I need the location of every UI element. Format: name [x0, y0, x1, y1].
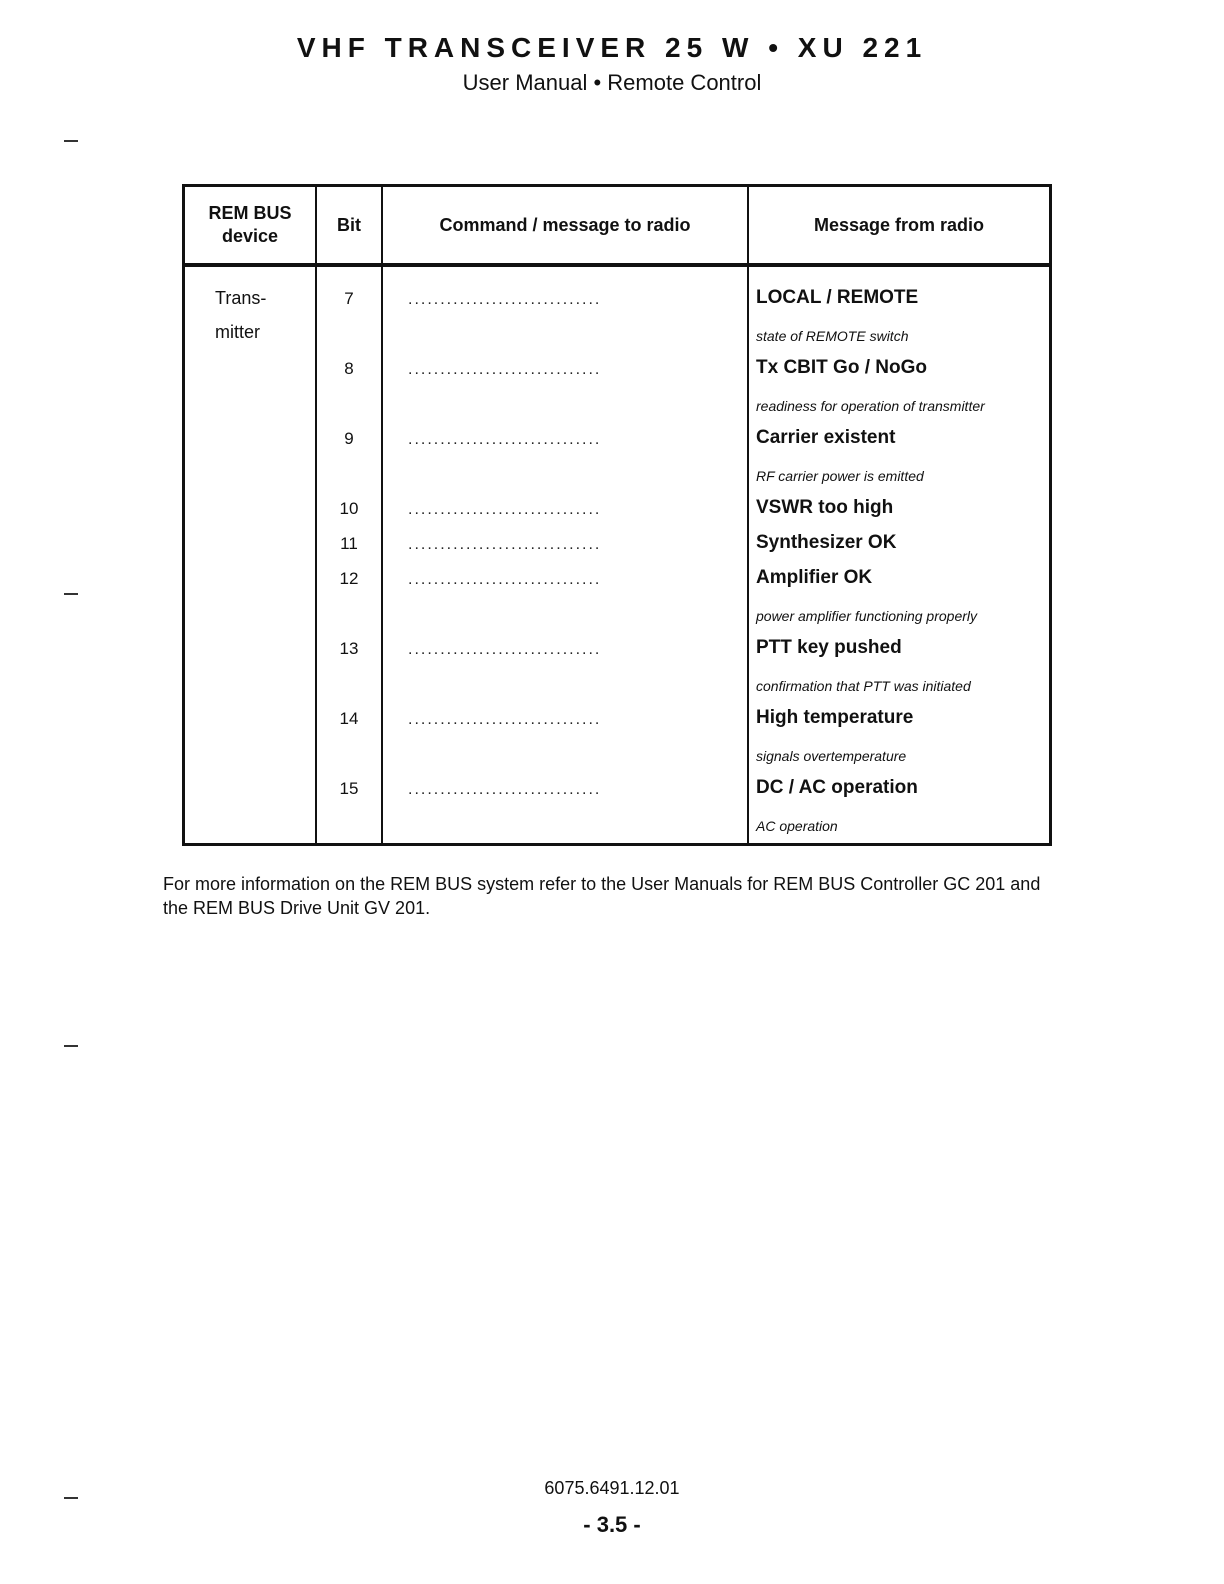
- command-dots: [384, 696, 746, 731]
- command-dots-text: ..............................: [408, 711, 602, 728]
- message-value-text: VSWR too high: [756, 497, 894, 518]
- message-value-text: LOCAL / REMOTE: [756, 287, 919, 308]
- bit-value: [318, 556, 380, 591]
- bit-value: [318, 486, 380, 521]
- bit-value: [318, 766, 380, 801]
- command-dots-text: ..............................: [408, 571, 602, 588]
- bit-value-text: 15: [339, 779, 359, 798]
- bit-value-text: 7: [344, 289, 354, 308]
- footnote-text: For more information on the REM BUS system refer to the User Manuals for REM BUS Controller GC 201 and the REM BUS Drive Unit GV 201.: [163, 874, 1041, 918]
- command-dots: [384, 416, 746, 451]
- command-spacer: [384, 451, 746, 486]
- command-dots-text: ..............................: [408, 536, 602, 553]
- bit-column: [316, 265, 382, 845]
- message-value: [750, 521, 1048, 556]
- command-dots-text: ..............................: [408, 781, 602, 798]
- command-spacer: [384, 591, 746, 626]
- bit-value-text: 14: [339, 709, 359, 728]
- bit-spacer: [318, 591, 380, 626]
- message-note: [750, 591, 1048, 626]
- margin-mark: [64, 140, 78, 142]
- message-value: [750, 556, 1048, 591]
- command-dots: [384, 276, 746, 311]
- command-dots: [384, 521, 746, 556]
- document-number: 6075.6491.12.01: [544, 1478, 680, 1498]
- column-header-device: [184, 186, 317, 266]
- bit-spacer: [318, 381, 380, 416]
- column-header-message: Message from radio: [748, 186, 1051, 266]
- page-number: - 3.5 -: [583, 1512, 641, 1537]
- command-spacer: [384, 731, 746, 766]
- message-value-text: Amplifier OK: [756, 567, 873, 588]
- command-dots-text: ..............................: [408, 501, 602, 518]
- bit-spacer: [318, 661, 380, 696]
- message-note-text: AC operation: [756, 818, 838, 834]
- device-name-line1: Trans-: [215, 288, 267, 308]
- command-dots-text: ..............................: [408, 361, 602, 378]
- message-value-text: Carrier existent: [756, 427, 896, 448]
- message-note: [750, 381, 1048, 416]
- message-value: [750, 696, 1048, 731]
- bit-value: [318, 416, 380, 451]
- command-dots-text: ..............................: [408, 641, 602, 658]
- command-dots: [384, 346, 746, 381]
- bit-value-text: 11: [340, 534, 358, 553]
- command-dots-text: ..............................: [408, 291, 602, 308]
- command-spacer: [384, 661, 746, 696]
- rem-bus-table: [182, 184, 1052, 846]
- message-value-text: DC / AC operation: [756, 777, 918, 798]
- message-note: [750, 451, 1048, 486]
- message-note: [750, 731, 1048, 766]
- command-dots: [384, 626, 746, 661]
- bit-spacer: [318, 311, 380, 346]
- column-header-bit: Bit: [316, 186, 382, 266]
- command-dots: [384, 766, 746, 801]
- message-note: [750, 801, 1048, 836]
- bit-value: [318, 521, 380, 556]
- command-dots: [384, 556, 746, 591]
- message-note-text: state of REMOTE switch: [756, 328, 909, 344]
- document-subtitle: User Manual • Remote Control: [462, 70, 762, 95]
- device-cell: [184, 265, 317, 845]
- command-spacer: [384, 381, 746, 416]
- margin-mark: [64, 1045, 78, 1047]
- bit-value: [318, 696, 380, 731]
- table-header-row: [184, 186, 1051, 266]
- command-spacer: [384, 801, 746, 836]
- command-column: [382, 265, 748, 845]
- bit-value-text: 12: [339, 569, 359, 588]
- bit-value: [318, 626, 380, 661]
- table-body-row: [184, 265, 1051, 845]
- device-name-line2: mitter: [215, 322, 260, 342]
- bit-spacer: [318, 451, 380, 486]
- column-header-command: Command / message to radio: [382, 186, 748, 266]
- message-value: [750, 276, 1048, 311]
- message-note-text: RF carrier power is emitted: [756, 468, 924, 484]
- message-note: [750, 311, 1048, 346]
- message-value-text: High temperature: [756, 707, 914, 728]
- bit-value-text: 8: [344, 359, 354, 378]
- message-value-text: Synthesizer OK: [756, 532, 897, 553]
- bit-spacer: [318, 731, 380, 766]
- bit-value: [318, 276, 380, 311]
- margin-mark: [64, 593, 78, 595]
- message-value: [750, 766, 1048, 801]
- document-title: VHF TRANSCEIVER 25 W • XU 221: [296, 32, 928, 63]
- command-dots-text: ..............................: [408, 431, 602, 448]
- message-note-text: readiness for operation of transmitter: [756, 398, 985, 414]
- message-value: [750, 346, 1048, 381]
- message-note: [750, 661, 1048, 696]
- bit-spacer: [318, 801, 380, 836]
- message-note-text: signals overtemperature: [756, 748, 907, 764]
- bit-value-text: 9: [344, 429, 354, 448]
- command-dots: [384, 486, 746, 521]
- message-note-text: confirmation that PTT was initiated: [756, 678, 971, 694]
- bit-value-text: 13: [339, 639, 359, 658]
- message-value-text: PTT key pushed: [756, 637, 902, 658]
- message-value: [750, 416, 1048, 451]
- bit-value: [318, 346, 380, 381]
- message-value-text: Tx CBIT Go / NoGo: [756, 357, 927, 378]
- bit-value-text: 10: [339, 499, 359, 518]
- command-spacer: [384, 311, 746, 346]
- message-column: [748, 265, 1051, 845]
- column-header-device-label: REM BUS device: [208, 203, 292, 246]
- message-value: [750, 626, 1048, 661]
- message-note-text: power amplifier functioning properly: [756, 608, 977, 624]
- message-value: [750, 486, 1048, 521]
